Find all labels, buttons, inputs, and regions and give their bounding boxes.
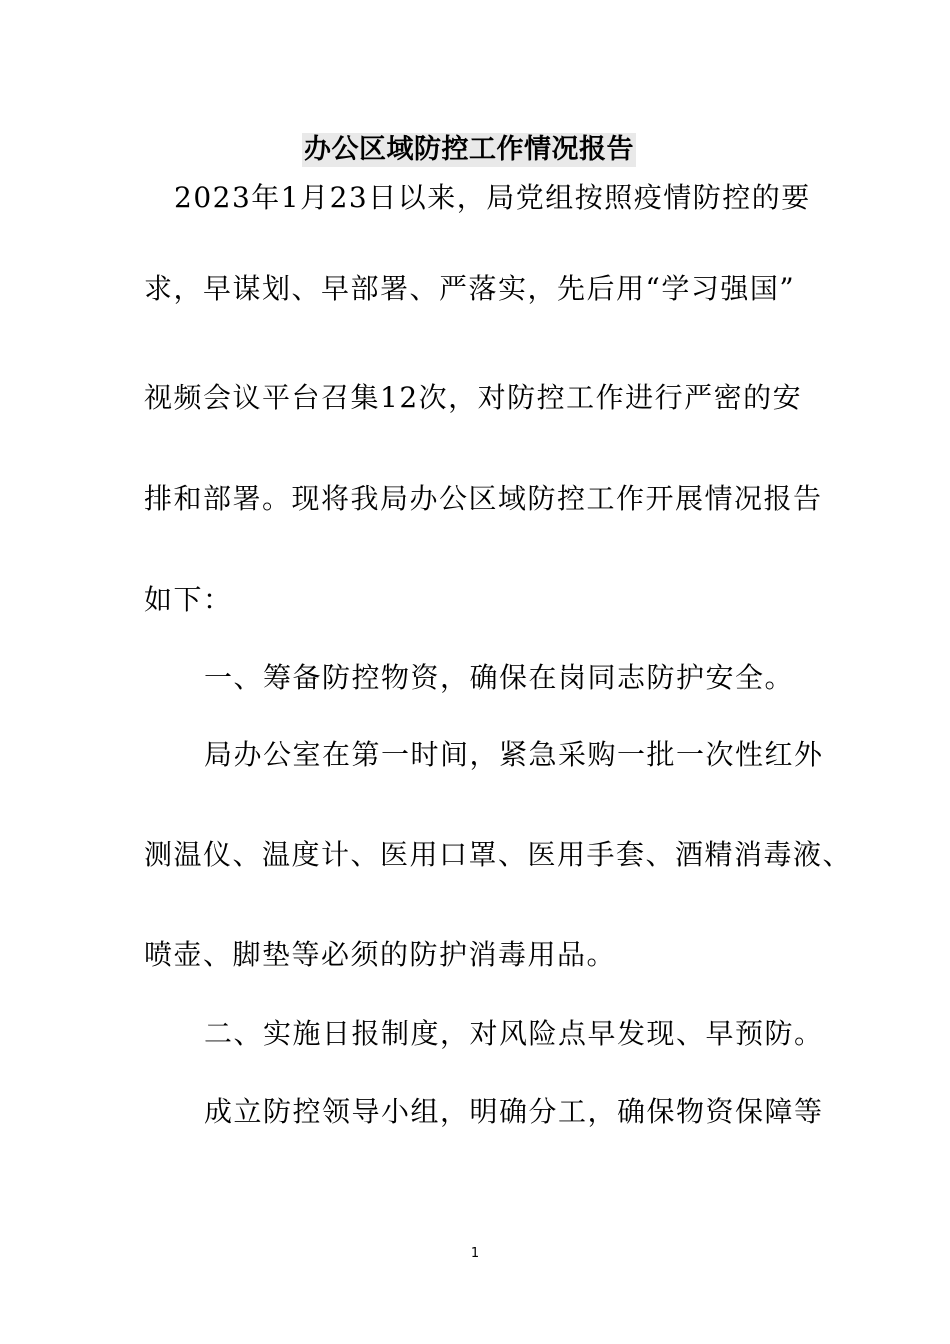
- body-line-5: 如下：: [144, 583, 233, 616]
- page-number: 1: [470, 1246, 480, 1261]
- body-line-2: 求，早谋划、早部署、严落实，先后用“学习强国”: [144, 272, 796, 305]
- section-heading-2: 二、实施日报制度，对风险点早发现、早预防。: [204, 1017, 824, 1050]
- document-title: 办公区域防控工作情况报告: [304, 134, 634, 165]
- body-line-4: 排和部署。现将我局办公区域防控工作开展情况报告: [144, 482, 823, 515]
- body-line-6: 局办公室在第一时间，紧急采购一批一次性红外: [204, 738, 824, 771]
- body-line-1: 2023年1月23日以来，局党组按照疫情防控的要: [174, 181, 811, 214]
- body-line-9: 成立防控领导小组，明确分工，确保物资保障等: [204, 1095, 824, 1128]
- body-line-3: 视频会议平台召集12次，对防控工作进行严密的安: [144, 381, 803, 414]
- body-line-7: 测温仪、温度计、医用口罩、医用手套、酒精消毒液、: [144, 838, 853, 871]
- body-line-8: 喷壶、脚垫等必须的防护消毒用品。: [144, 938, 617, 971]
- section-heading-1: 一、筹备防控物资，确保在岗同志防护安全。: [204, 661, 795, 694]
